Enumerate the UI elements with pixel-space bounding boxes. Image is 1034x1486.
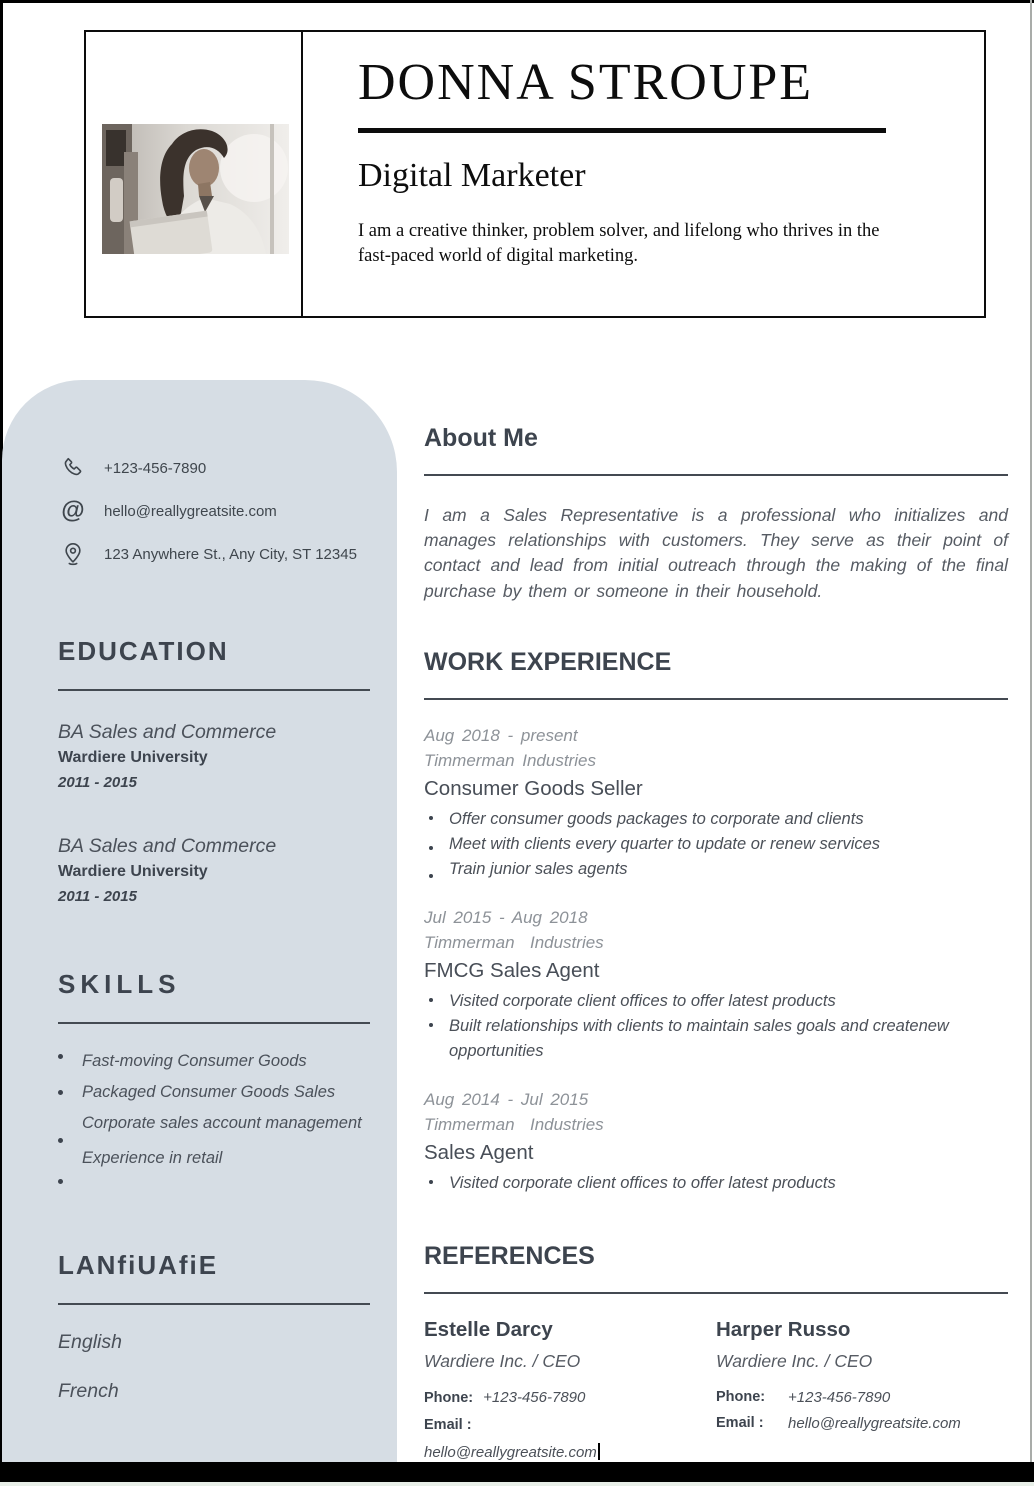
- job-bullet: [424, 989, 1008, 1014]
- about-divider: [424, 474, 1008, 476]
- email-label: Email :: [424, 1416, 472, 1433]
- job-bullet-text: Visited corporate client offices to offer latest products: [449, 1173, 836, 1192]
- profile-photo: [102, 124, 289, 254]
- language-section: [58, 1250, 367, 1403]
- about-section: [424, 424, 1008, 604]
- years: 2011 - 2015: [58, 888, 137, 905]
- skill-label: Packaged Consumer Goods Sales: [82, 1083, 336, 1101]
- job-title: FMCG Sales Agent: [424, 958, 600, 982]
- contact-email-row: [58, 497, 367, 525]
- bullet-dot: [58, 1179, 63, 1184]
- name-underline: [358, 128, 886, 133]
- email-value: hello@reallygreatsite.com: [104, 502, 277, 520]
- about-text: I am a Sales Representative is a professional who initializes and manages relationships with customers. They serve as their point of contact and lead from initial outreach through the making of the final purchase by them or someone in their household.: [424, 505, 1008, 601]
- reference-name: Harper Russo: [716, 1317, 851, 1341]
- job-bullet-text: Train junior sales agents: [449, 859, 628, 878]
- about-heading: About Me: [424, 424, 538, 452]
- job-bullet-list: [424, 807, 1008, 882]
- years: 2011 - 2015: [58, 774, 137, 791]
- skill-item: [58, 1046, 367, 1077]
- references-heading: REFERENCES: [424, 1241, 595, 1270]
- bullet-dot: [429, 846, 433, 850]
- bullet-dot: [58, 1054, 63, 1059]
- skill-label: Experience in retail: [82, 1149, 223, 1167]
- job-entry: [424, 723, 1008, 882]
- header-summary: I am a creative thinker, problem solver, and lifelong who thrives in the fast-paced world of digital marketing.: [358, 221, 880, 267]
- job-dates: Aug 2018 - present: [424, 725, 578, 745]
- reference-name: Estelle Darcy: [424, 1317, 553, 1341]
- reference-email[interactable]: hello@reallygreatsite.com: [788, 1414, 961, 1432]
- header-divider: [301, 32, 303, 316]
- bullet-dot: [429, 816, 433, 820]
- contact-phone-row: [58, 454, 367, 482]
- reference-card: [424, 1318, 716, 1461]
- reference-contact: [424, 1389, 716, 1461]
- main-column: [424, 424, 1008, 1461]
- phone-label: Phone:: [424, 1389, 474, 1406]
- references-divider: [424, 1292, 1008, 1294]
- job-bullet-text: Offer consumer goods packages to corporate and clients: [449, 809, 864, 828]
- education-section: [58, 636, 367, 905]
- job-entry: [424, 1087, 1008, 1196]
- bullet-dot: [429, 1180, 433, 1184]
- job-bullet: [424, 1014, 1008, 1064]
- bullet-dot: [58, 1138, 63, 1143]
- degree: BA Sales and Commerce: [58, 835, 277, 857]
- job-company: Timmerman Industries: [424, 750, 596, 770]
- phone-value: +123-456-7890: [104, 459, 207, 477]
- reference-email[interactable]: hello@reallygreatsite.com: [424, 1443, 716, 1461]
- skills-heading: SKILLS: [58, 969, 181, 999]
- reference-title: Wardiere Inc. / CEO: [424, 1350, 581, 1371]
- job-bullet: [424, 857, 1008, 882]
- education-list: [58, 721, 367, 905]
- phone-icon: [58, 454, 88, 482]
- education-heading: EDUCATION: [58, 636, 229, 666]
- references-grid: [424, 1318, 1008, 1461]
- reference-card: [716, 1318, 1008, 1461]
- job-dates: Aug 2014 - Jul 2015: [424, 1089, 589, 1109]
- job-bullet: [424, 832, 1008, 857]
- sidebar: [2, 380, 397, 1462]
- job-bullet-text: Visited corporate client offices to offer latest products: [449, 991, 836, 1010]
- email-at-icon: @: [61, 497, 85, 524]
- contact-address-row: [58, 540, 367, 568]
- language-heading: LANfiUAfiE: [58, 1250, 219, 1280]
- language-divider: [58, 1303, 370, 1305]
- bottom-black-bar: [0, 1462, 1034, 1482]
- page-right-border: [1030, 0, 1032, 1486]
- work-experience-section: [424, 648, 1008, 1196]
- person-role: Digital Marketer: [358, 157, 586, 195]
- reference-contact: [716, 1389, 1008, 1432]
- school: Wardiere University: [58, 863, 208, 880]
- location-pin-icon: [58, 540, 88, 568]
- bullet-dot: [429, 998, 433, 1002]
- job-bullet-list: [424, 1171, 1008, 1196]
- job-bullet-list: [424, 989, 1008, 1064]
- job-bullet-text: Meet with clients every quarter to update or renew services: [449, 834, 881, 853]
- header-box: [84, 30, 986, 318]
- skills-section: [58, 969, 367, 1184]
- job-company: Timmerman Industries: [424, 1114, 604, 1134]
- bullet-dot: [58, 1090, 63, 1095]
- skill-item: [58, 1077, 367, 1108]
- skills-divider: [58, 1022, 370, 1024]
- job-entry: [424, 905, 1008, 1064]
- person-name: DONNA STROUPE: [358, 54, 814, 111]
- language-item: English: [58, 1331, 122, 1353]
- header-text: [358, 54, 938, 269]
- phone-label: Phone:: [716, 1388, 766, 1405]
- job-bullet-text: Built relationships with clients to maintain sales goals and createnew opportunities: [449, 1016, 949, 1060]
- skills-list: [58, 1046, 367, 1184]
- bottom-strip: [0, 1482, 1034, 1486]
- language-list: [58, 1331, 367, 1403]
- email-label: Email :: [716, 1414, 764, 1431]
- degree: BA Sales and Commerce: [58, 721, 277, 743]
- education-entry: [58, 721, 367, 791]
- job-dates: Jul 2015 - Aug 2018: [424, 907, 588, 927]
- profile-photo-graphic: [102, 124, 289, 254]
- page-top-border: [0, 0, 1034, 3]
- education-divider: [58, 689, 370, 691]
- education-entry: [58, 835, 367, 905]
- language-item: French: [58, 1380, 119, 1402]
- skill-item: [58, 1108, 367, 1143]
- references-section: [424, 1242, 1008, 1461]
- job-bullet: [424, 807, 1008, 832]
- skill-item: [58, 1143, 367, 1184]
- reference-phone: +123-456-7890: [483, 1388, 586, 1406]
- address-value: 123 Anywhere St., Any City, ST 12345: [104, 545, 357, 563]
- bullet-dot: [429, 874, 433, 878]
- job-title: Consumer Goods Seller: [424, 776, 643, 800]
- job-company: Timmerman Industries: [424, 932, 604, 952]
- school: Wardiere University: [58, 749, 208, 766]
- skill-label: Fast-moving Consumer Goods: [82, 1052, 307, 1070]
- job-bullet: [424, 1171, 1008, 1196]
- job-title: Sales Agent: [424, 1140, 534, 1164]
- work-heading: WORK EXPERIENCE: [424, 647, 672, 676]
- reference-phone: +123-456-7890: [788, 1388, 891, 1406]
- reference-title: Wardiere Inc. / CEO: [716, 1350, 873, 1371]
- job-list: [424, 723, 1008, 1196]
- skill-label: Corporate sales account management: [82, 1114, 362, 1132]
- bullet-dot: [429, 1023, 433, 1027]
- work-divider: [424, 698, 1008, 700]
